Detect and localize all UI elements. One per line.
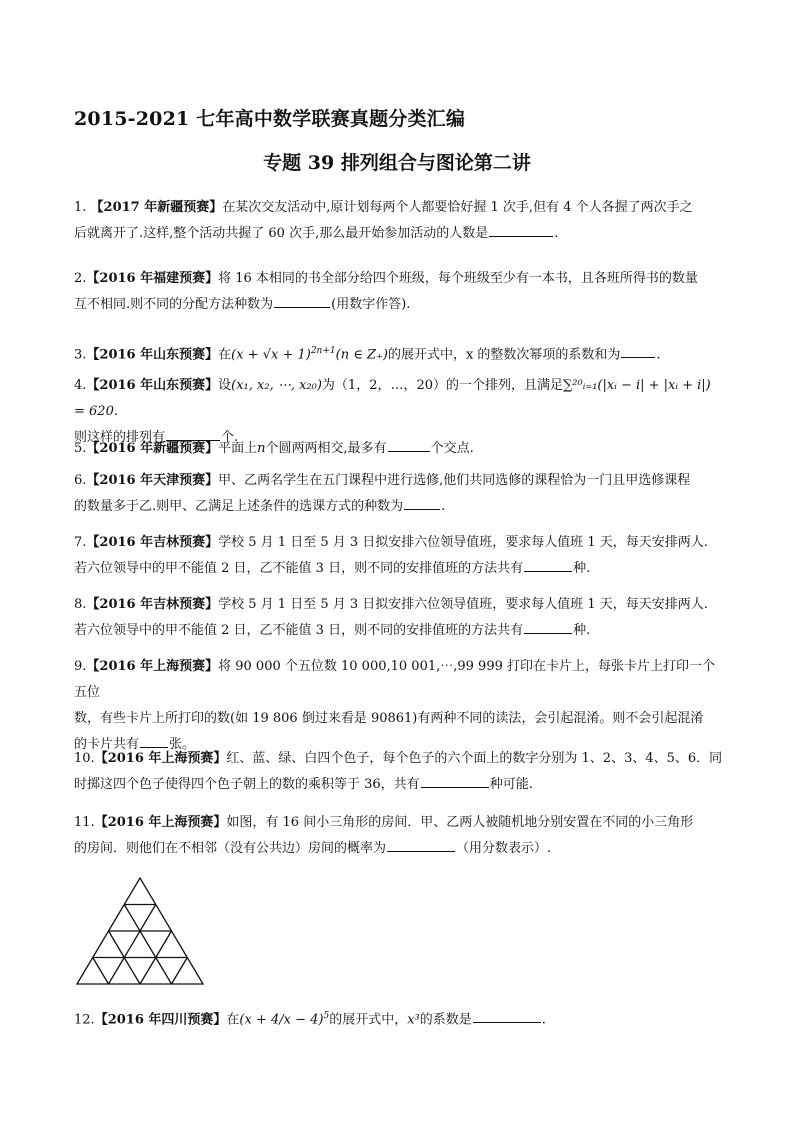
question-tail: . <box>441 499 446 514</box>
question-text: 学校 5 月 1 日至 5 月 3 日拟安排六位领导值班，要求每人值班 1 天，每天安排两人. <box>218 535 708 550</box>
question-5 <box>74 436 724 462</box>
question-source: 【2016 年上海预赛】 <box>94 751 227 766</box>
question-number: 1. <box>74 200 87 215</box>
question-number: 7. <box>74 535 87 550</box>
question-2 <box>74 266 724 318</box>
question-text: 将 16 本相同的书全部分给四个班级，每个班级至少有一本书，且各班所得书的数量 <box>218 271 698 286</box>
question-text: 个圆两两相交,最多有 <box>265 441 387 456</box>
question-number: 5. <box>74 441 87 456</box>
document-subtitle: 专题 39 排列组合与图论第二讲 <box>263 152 531 174</box>
answer-blank[interactable] <box>621 343 655 358</box>
question-number: 3. <box>74 347 87 363</box>
question-3 <box>74 338 724 368</box>
question-source: 【2016 年山东预赛】 <box>86 378 219 393</box>
question-text: 的展开式中， <box>329 1012 408 1028</box>
question-tail: 张。 <box>169 737 196 752</box>
question-text: 的数量多于乙.则甲、乙满足上述条件的选课方式的种数为 <box>74 499 404 514</box>
answer-blank[interactable] <box>524 619 572 634</box>
question-10 <box>74 746 724 798</box>
math-expression: (x + 4/x − 4) <box>239 1012 324 1028</box>
answer-blank[interactable] <box>387 837 455 852</box>
answer-blank[interactable] <box>404 495 440 510</box>
math-expression: (x₁, x₂, ⋯, x₂₀) <box>231 378 322 393</box>
question-text: 数，有些卡片上所打印的数(如 19 806 倒过来看是 90861)有两种不同的读法，会引起混淆。则不会引起混淆 <box>74 711 704 726</box>
answer-blank[interactable] <box>274 293 330 308</box>
question-tail: . <box>541 1012 546 1028</box>
math-expression: ∑²⁰ᵢ₌₁(|xᵢ − i| + |xᵢ + i|) = 620. <box>74 378 711 419</box>
question-text: 后就离开了.这样,整个活动共握了 60 次手,那么最开始参加活动的人数是 <box>74 226 489 241</box>
question-number: 2. <box>74 271 87 286</box>
question-text: 若六位领导中的甲不能值 2 日，乙不能值 3 日，则不同的安排值班的方法共有 <box>74 623 524 638</box>
question-number: 10. <box>74 751 95 766</box>
question-text: 平面上 <box>218 441 258 456</box>
question-text: 的系数是 <box>419 1012 472 1028</box>
question-9 <box>74 654 724 758</box>
question-11 <box>74 810 724 862</box>
question-source: 【2016 年天津预赛】 <box>86 473 219 488</box>
math-exponent: 2n+1 <box>310 346 336 356</box>
triangle-grid-figure <box>74 875 206 987</box>
answer-blank[interactable] <box>388 437 430 452</box>
question-tail: (用数字作答). <box>331 297 411 312</box>
question-tail: 种. <box>573 561 591 576</box>
question-source: 【2016 年吉林预赛】 <box>86 597 219 612</box>
question-text: 时掷这四个色子使得四个色子朝上的数的乘积等于 36，共有 <box>74 777 420 792</box>
question-8 <box>74 592 724 644</box>
math-variable: n <box>257 441 266 456</box>
question-text: 为（1，2，…，20）的一个排列，且满足 <box>321 378 564 393</box>
question-source: 【2017 年新疆预赛】 <box>90 200 223 215</box>
question-text: 若六位领导中的甲不能值 2 日，乙不能值 3 日，则不同的安排值班的方法共有 <box>74 561 524 576</box>
question-tail: （用分数表示）. <box>456 841 552 856</box>
question-number: 12. <box>74 1012 95 1028</box>
question-number: 6. <box>74 473 87 488</box>
question-text: 将 90 000 个五位数 10 000,10 001,⋯,99 999 打印在卡片上，每张卡片上打印一个五位 <box>74 659 716 700</box>
question-number: 9. <box>74 659 87 674</box>
question-12 <box>74 1003 724 1033</box>
math-condition: (n ∈ Z₊) <box>335 347 388 363</box>
question-text: 在 <box>218 347 232 363</box>
question-number: 11. <box>74 815 95 830</box>
math-variable: x³ <box>407 1012 420 1028</box>
question-text: 的展开式中，x 的整数次幂项的系数和为 <box>387 347 621 363</box>
question-7 <box>74 530 724 582</box>
question-text: 学校 5 月 1 日至 5 月 3 日拟安排六位领导值班，要求每人值班 1 天，每天安排两人. <box>218 597 708 612</box>
question-source: 【2016 年上海预赛】 <box>86 659 219 674</box>
answer-blank[interactable] <box>473 1008 541 1023</box>
question-text: 在 <box>226 1012 240 1028</box>
question-number: 4. <box>74 378 87 393</box>
question-number: 8. <box>74 597 87 612</box>
question-6 <box>74 468 724 520</box>
question-text: 甲、乙两名学生在五门课程中进行选修,他们共同选修的课程恰为一门且甲选修课程 <box>218 473 691 488</box>
question-source: 【2016 年吉林预赛】 <box>86 535 219 550</box>
answer-blank[interactable] <box>524 557 572 572</box>
question-source: 【2016 年新疆预赛】 <box>86 441 219 456</box>
question-1 <box>74 195 724 247</box>
question-text: 在某次交友活动中,原计划每两个人都要恰好握 1 次手,但有 4 个人各握了两次手之 <box>222 200 693 215</box>
question-text: 如图，有 16 间小三角形的房间．甲、乙两人被随机地分别安置在不同的小三角形 <box>226 815 694 830</box>
question-tail: 个交点. <box>430 441 474 456</box>
question-tail: 种可能. <box>489 777 533 792</box>
question-tail: . <box>656 347 661 363</box>
answer-blank[interactable] <box>489 222 553 237</box>
math-exponent: 5 <box>323 1011 330 1021</box>
question-text: 红、蓝、绿、白四个色子，每个色子的六个面上的数字分别为 1、2、3、4、5、6．同 <box>226 751 723 766</box>
question-source: 【2016 年上海预赛】 <box>94 815 227 830</box>
question-text: 的房间．则他们在不相邻（没有公共边）房间的概率为 <box>74 841 387 856</box>
question-tail: 种. <box>573 623 591 638</box>
question-source: 【2016 年山东预赛】 <box>86 347 219 363</box>
question-source: 【2016 年福建预赛】 <box>86 271 219 286</box>
question-text: 互不相同.则不同的分配方法种数为 <box>74 297 274 312</box>
question-text: 则这样的排列有 <box>74 430 166 445</box>
math-expression: (x + √x + 1) <box>231 347 311 363</box>
question-text: 的卡片共有 <box>74 737 140 752</box>
question-text: 设 <box>218 378 232 393</box>
document-title: 2015-2021 七年高中数学联赛真题分类汇编 <box>74 108 466 130</box>
question-tail: 个. <box>221 430 239 445</box>
question-tail: . <box>554 226 559 241</box>
answer-blank[interactable] <box>421 773 489 788</box>
question-source: 【2016 年四川预赛】 <box>94 1012 227 1028</box>
